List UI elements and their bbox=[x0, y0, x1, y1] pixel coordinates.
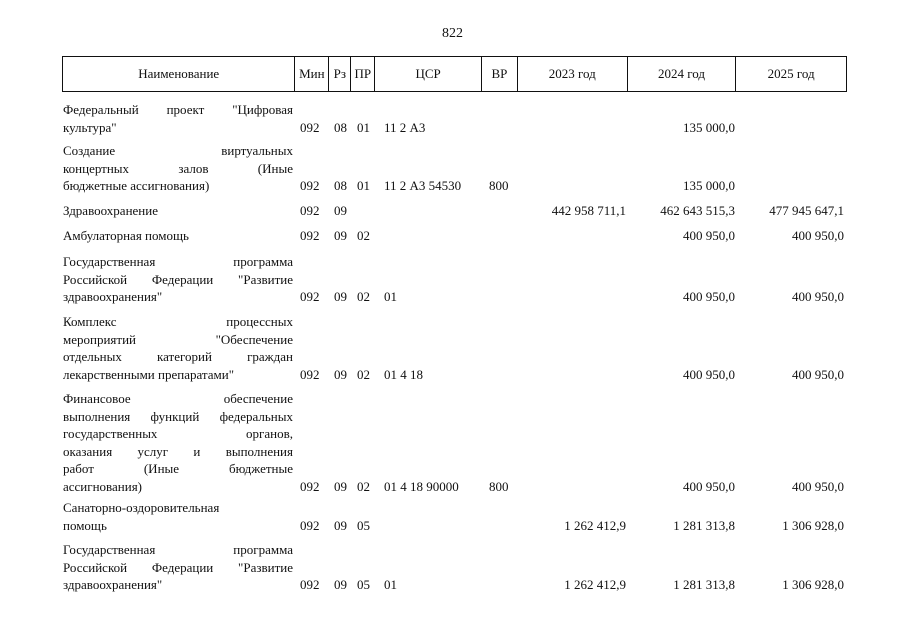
cell-y2024: 400 950,0 bbox=[683, 228, 735, 243]
cell-pr: 01 bbox=[357, 119, 370, 135]
row-name-line: лекарственными препаратами" bbox=[63, 366, 234, 382]
cell-vr: 800 bbox=[489, 478, 509, 494]
row-name-line: Санаторно-оздоровительная bbox=[63, 500, 220, 515]
row-name bbox=[63, 541, 293, 594]
cell-pr: 02 bbox=[357, 228, 370, 243]
row-name-line: Комплекс процессных bbox=[63, 314, 293, 329]
row-name-line: здравоохранения" bbox=[63, 577, 163, 592]
row-name bbox=[63, 202, 293, 220]
row-name-line: Российской Федерации "Развитие bbox=[63, 271, 293, 287]
row-name-line: ассигнования) bbox=[63, 478, 143, 494]
row-name-line: выполнения функций федеральных bbox=[63, 408, 293, 424]
header-2025: 2025 год bbox=[767, 66, 815, 81]
row-name bbox=[63, 101, 293, 136]
cell-vr: 800 bbox=[489, 178, 509, 193]
cell-y2025: 400 950,0 bbox=[792, 366, 844, 382]
table-row bbox=[62, 390, 847, 495]
table-row bbox=[62, 499, 847, 534]
header-csr: ЦСР bbox=[375, 57, 482, 91]
cell-y2024: 400 950,0 bbox=[683, 366, 735, 382]
cell-min: 092 bbox=[300, 478, 320, 494]
row-name-line: Федеральный проект "Цифровая bbox=[63, 102, 293, 117]
row-name-line: Амбулаторная помощь bbox=[63, 228, 189, 243]
row-name bbox=[63, 499, 293, 534]
row-name-line: бюджетные ассигнования) bbox=[63, 178, 210, 193]
row-name-line: концертных залов (Иные bbox=[63, 160, 293, 176]
row-name-line: отдельных категорий граждан bbox=[63, 349, 293, 364]
cell-rz: 08 bbox=[334, 119, 347, 135]
table-row bbox=[62, 101, 847, 136]
row-name-line: Государственная программа bbox=[63, 542, 293, 557]
header-pr: ПР bbox=[351, 57, 375, 91]
cell-pr: 05 bbox=[357, 517, 370, 533]
cell-rz: 09 bbox=[334, 478, 347, 494]
row-name-line: работ (Иные бюджетные bbox=[63, 461, 293, 476]
table-row bbox=[62, 142, 847, 195]
row-name bbox=[63, 227, 293, 245]
cell-y2023: 1 262 412,9 bbox=[564, 577, 626, 592]
row-name-line: Здравоохранение bbox=[63, 203, 158, 218]
table-row bbox=[62, 253, 847, 306]
header-name: Наименование bbox=[63, 57, 295, 91]
cell-pr: 05 bbox=[357, 577, 370, 592]
row-name-line: Создание виртуальных bbox=[63, 143, 293, 158]
cell-y2024: 400 950,0 bbox=[683, 478, 735, 494]
cell-rz: 09 bbox=[334, 289, 347, 304]
table-row bbox=[62, 313, 847, 383]
cell-y2025: 477 945 647,1 bbox=[769, 203, 844, 218]
table-row bbox=[62, 202, 847, 220]
cell-y2024: 1 281 313,8 bbox=[673, 517, 735, 533]
cell-min: 092 bbox=[300, 203, 320, 218]
row-name-line: Российской Федерации "Развитие bbox=[63, 559, 293, 575]
cell-pr: 01 bbox=[357, 178, 370, 193]
cell-rz: 09 bbox=[334, 517, 347, 533]
cell-csr: 01 4 18 90000 bbox=[384, 478, 459, 494]
cell-csr: 11 2 А3 54530 bbox=[384, 178, 462, 193]
cell-y2023: 1 262 412,9 bbox=[564, 517, 626, 533]
cell-csr: 11 2 А3 bbox=[384, 119, 426, 135]
header-rz: Рз bbox=[329, 57, 351, 91]
cell-min: 092 bbox=[300, 366, 320, 382]
cell-y2025: 400 950,0 bbox=[792, 478, 844, 494]
row-name bbox=[63, 142, 293, 195]
cell-y2024: 135 000,0 bbox=[683, 178, 735, 193]
cell-csr: 01 bbox=[384, 577, 397, 592]
cell-y2024: 135 000,0 bbox=[683, 119, 735, 135]
cell-y2024: 462 643 515,3 bbox=[660, 203, 735, 218]
cell-pr: 02 bbox=[357, 478, 370, 494]
cell-rz: 09 bbox=[334, 577, 347, 592]
cell-min: 092 bbox=[300, 289, 320, 304]
header-min: Мин bbox=[295, 57, 329, 91]
cell-y2025: 400 950,0 bbox=[792, 228, 844, 243]
cell-min: 092 bbox=[300, 228, 320, 243]
cell-y2025: 1 306 928,0 bbox=[782, 517, 844, 533]
header-2023: 2023 год bbox=[518, 57, 628, 91]
row-name bbox=[63, 253, 293, 306]
cell-min: 092 bbox=[300, 178, 320, 193]
row-name bbox=[63, 313, 293, 383]
row-name-line: помощь bbox=[63, 517, 107, 533]
row-name-line: оказания услуг и выполнения bbox=[63, 443, 293, 459]
row-name-line: государственных органов, bbox=[63, 426, 293, 441]
cell-min: 092 bbox=[300, 517, 320, 533]
page-number: 822 bbox=[442, 26, 463, 41]
cell-y2024: 1 281 313,8 bbox=[673, 577, 735, 592]
cell-csr: 01 bbox=[384, 289, 397, 304]
cell-pr: 02 bbox=[357, 366, 370, 382]
row-name-line: культура" bbox=[63, 119, 117, 135]
header-vr: ВР bbox=[482, 57, 518, 91]
cell-rz: 09 bbox=[334, 228, 347, 243]
row-name-line: мероприятий "Обеспечение bbox=[63, 331, 293, 347]
cell-y2025: 1 306 928,0 bbox=[782, 577, 844, 592]
cell-rz: 09 bbox=[334, 366, 347, 382]
table-row bbox=[62, 227, 847, 245]
cell-pr: 02 bbox=[357, 289, 370, 304]
cell-rz: 08 bbox=[334, 178, 347, 193]
table-row bbox=[62, 541, 847, 594]
cell-rz: 09 bbox=[334, 203, 347, 218]
cell-csr: 01 4 18 bbox=[384, 366, 423, 382]
row-name bbox=[63, 390, 293, 495]
header-2024: 2024 год bbox=[628, 57, 737, 91]
cell-y2025: 400 950,0 bbox=[792, 289, 844, 304]
row-name-line: Финансовое обеспечение bbox=[63, 391, 293, 406]
cell-min: 092 bbox=[300, 577, 320, 592]
row-name-line: Государственная программа bbox=[63, 254, 293, 269]
table-header bbox=[62, 56, 847, 92]
cell-y2023: 442 958 711,1 bbox=[551, 203, 626, 218]
cell-y2024: 400 950,0 bbox=[683, 289, 735, 304]
row-name-line: здравоохранения" bbox=[63, 289, 163, 304]
cell-min: 092 bbox=[300, 119, 320, 135]
